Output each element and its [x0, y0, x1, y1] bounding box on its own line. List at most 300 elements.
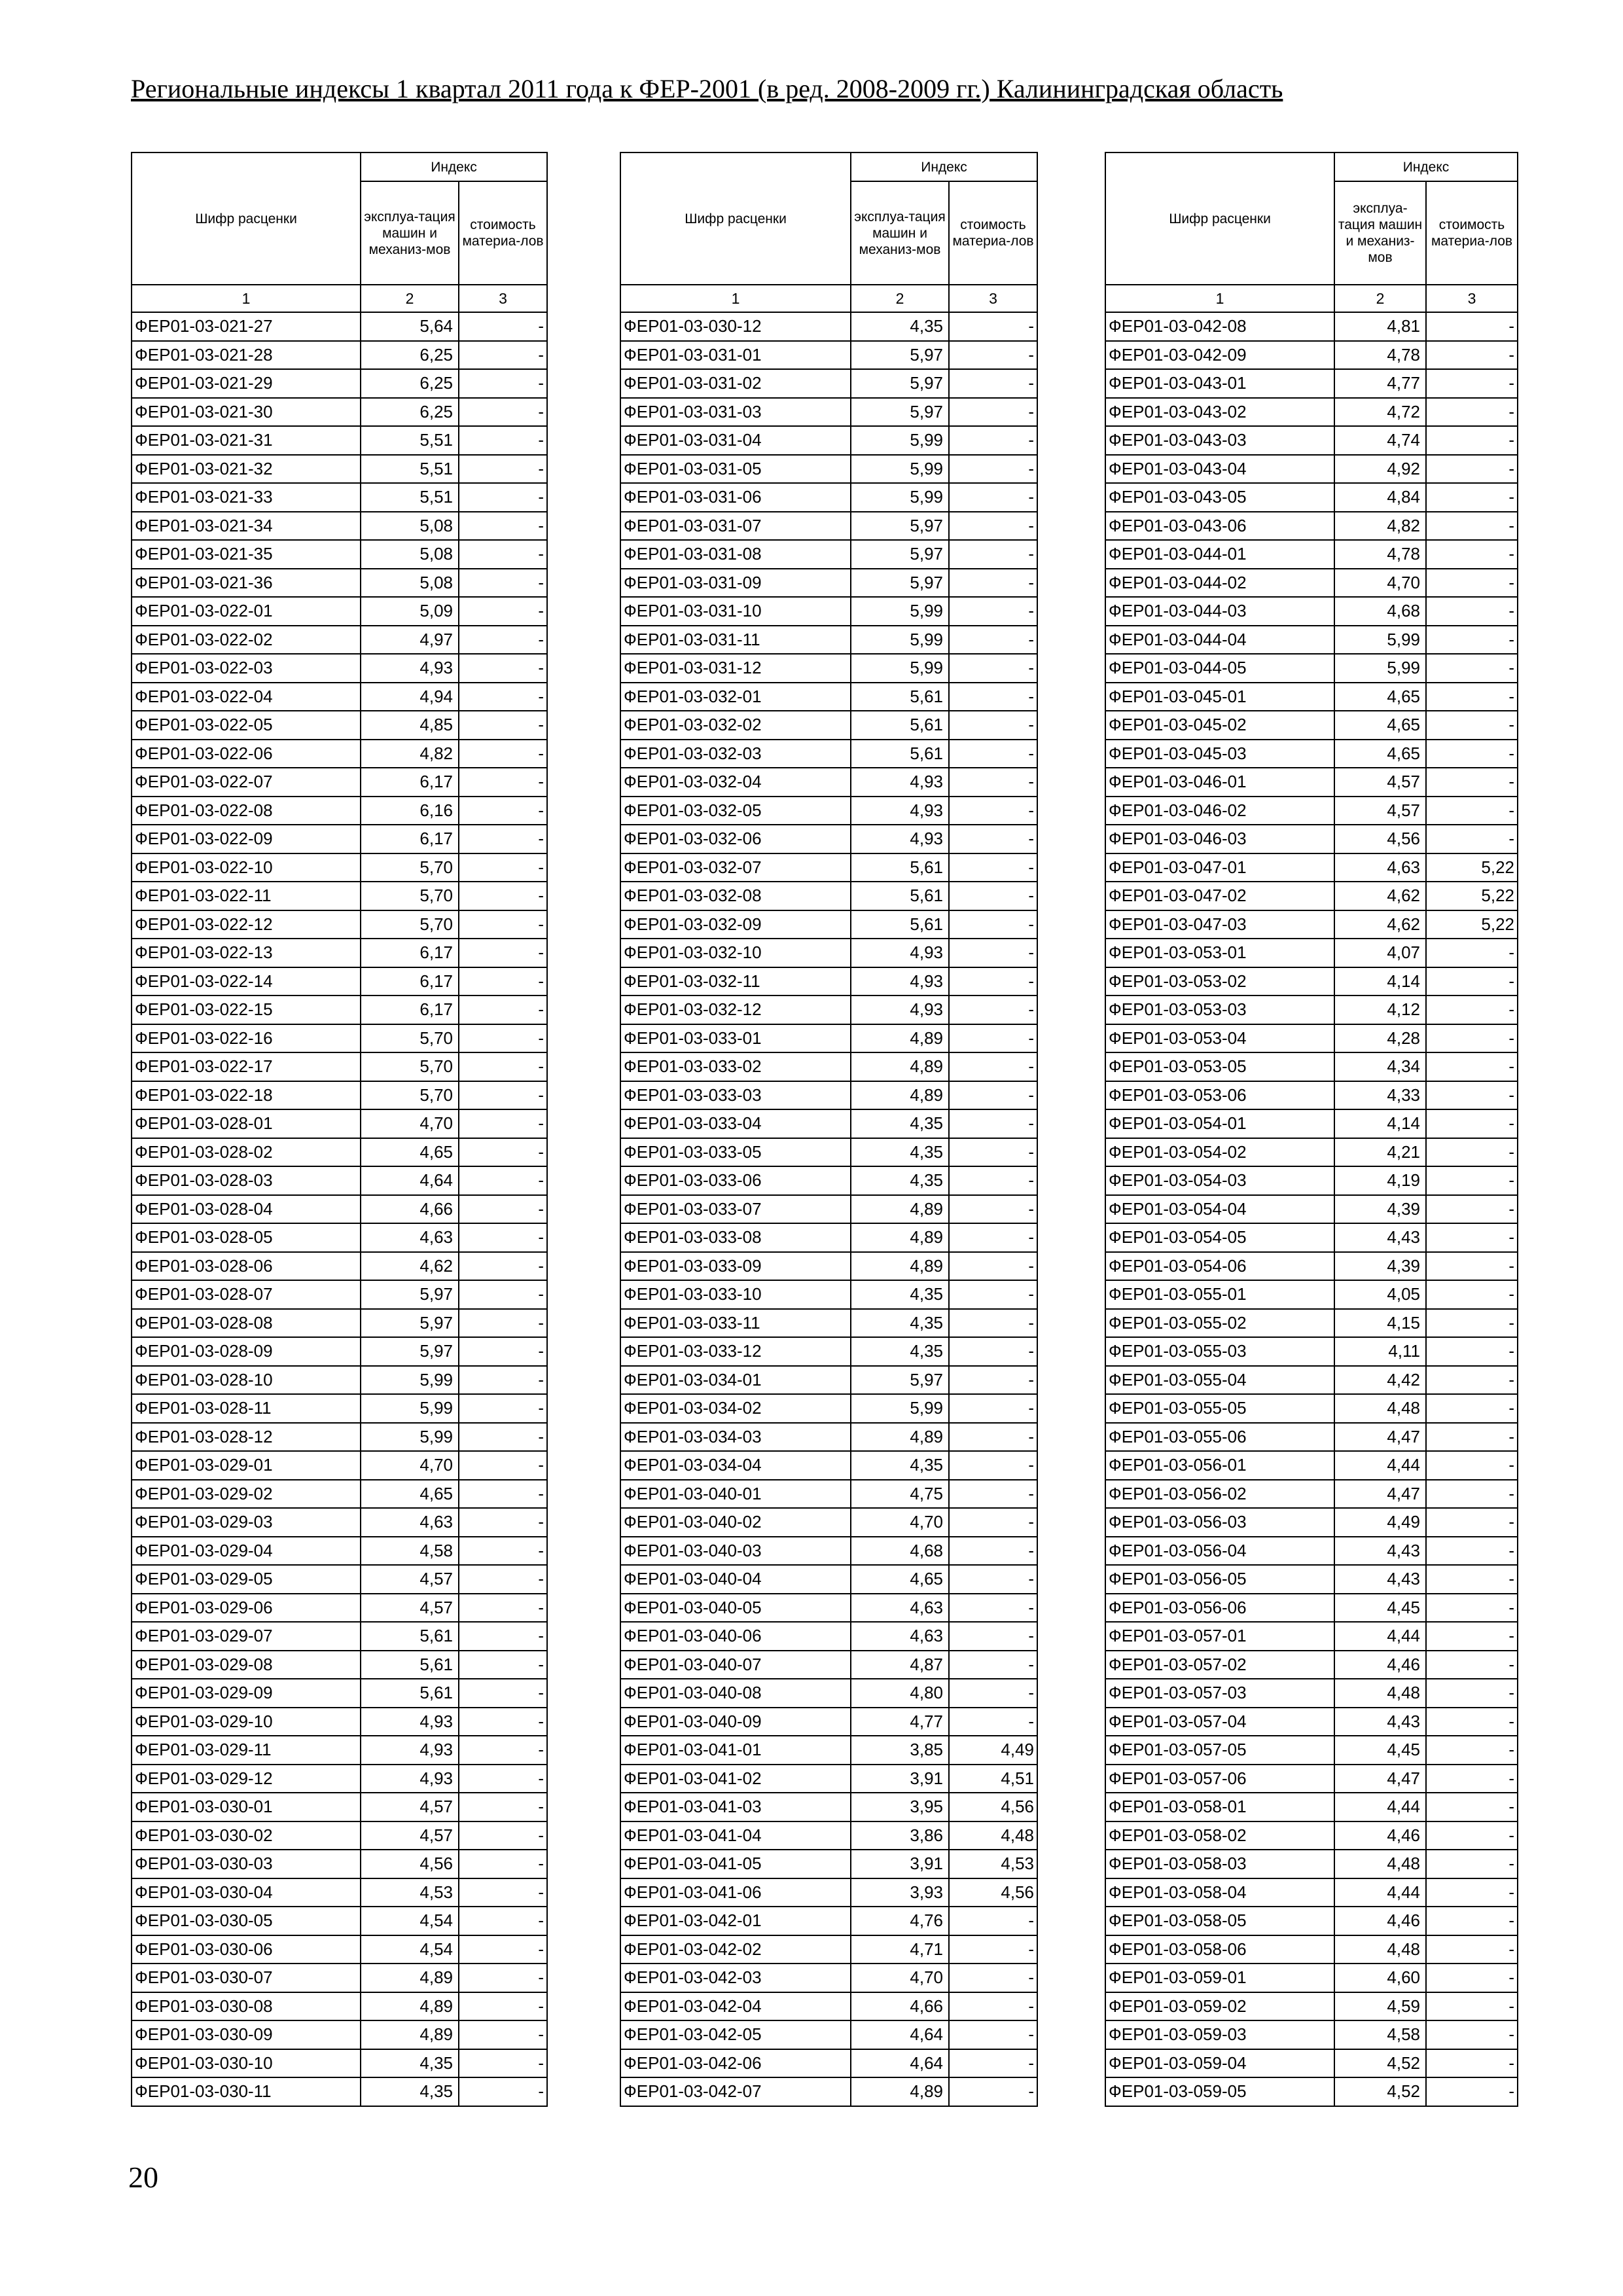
- materials-index: -: [459, 853, 547, 882]
- exploitation-index: 5,61: [851, 853, 949, 882]
- table-row: [132, 369, 547, 398]
- rate-code: ФЕР01-03-044-01: [1105, 540, 1334, 569]
- materials-index: -: [1426, 1651, 1518, 1679]
- rate-code: ФЕР01-03-058-03: [1105, 1850, 1334, 1878]
- table-row: [132, 1423, 547, 1452]
- materials-index: -: [949, 740, 1037, 768]
- rate-code: ФЕР01-03-033-05: [620, 1138, 851, 1167]
- materials-index: -: [459, 996, 547, 1024]
- exploitation-index: 5,09: [361, 597, 459, 626]
- rate-code: ФЕР01-03-033-11: [620, 1309, 851, 1338]
- rate-code: ФЕР01-03-033-10: [620, 1280, 851, 1309]
- rate-code: ФЕР01-03-040-01: [620, 1480, 851, 1509]
- exploitation-index: 4,65: [361, 1138, 459, 1167]
- materials-index: -: [1426, 1138, 1518, 1167]
- exploitation-index: 4,66: [851, 1992, 949, 2021]
- materials-index: -: [949, 312, 1037, 341]
- rate-code: ФЕР01-03-047-03: [1105, 910, 1334, 939]
- materials-index: 5,22: [1426, 853, 1518, 882]
- exploitation-index: 4,07: [1334, 939, 1426, 967]
- materials-index: -: [459, 597, 547, 626]
- rate-code: ФЕР01-03-022-06: [132, 740, 361, 768]
- exploitation-index: 4,89: [851, 1024, 949, 1053]
- exploitation-index: 4,66: [361, 1195, 459, 1224]
- rate-code: ФЕР01-03-058-06: [1105, 1935, 1334, 1964]
- table-row: [132, 1337, 547, 1366]
- rate-code: ФЕР01-03-055-02: [1105, 1309, 1334, 1338]
- materials-index: -: [1426, 2020, 1518, 2049]
- exploitation-index: 4,35: [361, 2049, 459, 2078]
- table-row: [620, 996, 1037, 1024]
- rate-code: ФЕР01-03-040-07: [620, 1651, 851, 1679]
- rate-code: ФЕР01-03-022-03: [132, 654, 361, 683]
- rate-code: ФЕР01-03-033-06: [620, 1166, 851, 1195]
- table-row: [132, 483, 547, 512]
- table-row: [132, 2077, 547, 2106]
- materials-index: -: [459, 740, 547, 768]
- materials-index: -: [949, 1594, 1037, 1623]
- rate-code: ФЕР01-03-057-01: [1105, 1622, 1334, 1651]
- table-row: [132, 426, 547, 455]
- materials-index: -: [459, 341, 547, 370]
- rate-code: ФЕР01-03-042-03: [620, 1964, 851, 1992]
- rate-code: ФЕР01-03-033-02: [620, 1052, 851, 1081]
- materials-index: -: [1426, 1309, 1518, 1338]
- rate-code: ФЕР01-03-043-05: [1105, 483, 1334, 512]
- table-row: [1105, 967, 1518, 996]
- exploitation-index: 4,21: [1334, 1138, 1426, 1167]
- exploitation-index: 4,19: [1334, 1166, 1426, 1195]
- rate-code: ФЕР01-03-040-06: [620, 1622, 851, 1651]
- table-row: [620, 1594, 1037, 1623]
- exploitation-index: 4,68: [1334, 597, 1426, 626]
- rate-code: ФЕР01-03-029-01: [132, 1451, 361, 1480]
- materials-index: -: [1426, 1964, 1518, 1992]
- materials-index: -: [1426, 1223, 1518, 1252]
- materials-index: -: [459, 967, 547, 996]
- materials-index: -: [949, 1907, 1037, 1935]
- materials-index: -: [949, 1679, 1037, 1708]
- table-row: [1105, 1878, 1518, 1907]
- table-row: [1105, 1366, 1518, 1395]
- exploitation-index: 4,35: [851, 1337, 949, 1366]
- materials-index: -: [1426, 1594, 1518, 1623]
- table-row: [1105, 1907, 1518, 1935]
- materials-index: -: [1426, 1052, 1518, 1081]
- exploitation-index: 5,99: [851, 455, 949, 484]
- exploitation-index: 4,45: [1334, 1736, 1426, 1765]
- table-row: [620, 1423, 1037, 1452]
- table-row: [620, 711, 1037, 740]
- rate-code: ФЕР01-03-022-13: [132, 939, 361, 967]
- rate-code: ФЕР01-03-056-02: [1105, 1480, 1334, 1509]
- header-exploitation: эксплуа-тация машин и механиз-мов: [1334, 181, 1426, 285]
- exploitation-index: 5,99: [361, 1423, 459, 1452]
- rate-code: ФЕР01-03-030-10: [132, 2049, 361, 2078]
- materials-index: 4,49: [949, 1736, 1037, 1765]
- exploitation-index: 4,93: [851, 967, 949, 996]
- exploitation-index: 5,61: [851, 711, 949, 740]
- materials-index: -: [1426, 2049, 1518, 2078]
- exploitation-index: 4,35: [851, 1138, 949, 1167]
- table-row: [1105, 2049, 1518, 2078]
- rate-code: ФЕР01-03-056-06: [1105, 1594, 1334, 1623]
- materials-index: -: [459, 426, 547, 455]
- rate-code: ФЕР01-03-045-02: [1105, 711, 1334, 740]
- materials-index: -: [459, 1508, 547, 1537]
- rate-code: ФЕР01-03-029-06: [132, 1594, 361, 1623]
- rate-code: ФЕР01-03-022-17: [132, 1052, 361, 1081]
- table-row: [620, 455, 1037, 484]
- table-row: [132, 910, 547, 939]
- exploitation-index: 4,76: [851, 1907, 949, 1935]
- rate-code: ФЕР01-03-044-04: [1105, 626, 1334, 655]
- exploitation-index: 4,44: [1334, 1878, 1426, 1907]
- table-row: [620, 1651, 1037, 1679]
- exploitation-index: 5,61: [361, 1622, 459, 1651]
- materials-index: -: [949, 426, 1037, 455]
- table-row: [1105, 882, 1518, 910]
- exploitation-index: 4,46: [1334, 1651, 1426, 1679]
- materials-index: -: [459, 1195, 547, 1224]
- exploitation-index: 4,65: [1334, 683, 1426, 711]
- table-row: [132, 1223, 547, 1252]
- rate-code: ФЕР01-03-044-03: [1105, 597, 1334, 626]
- materials-index: -: [459, 1850, 547, 1878]
- rate-code: ФЕР01-03-043-02: [1105, 398, 1334, 427]
- materials-index: -: [949, 2020, 1037, 2049]
- table-row: [620, 1081, 1037, 1110]
- header-exploitation: эксплуа-тация машин и механиз-мов: [361, 181, 459, 285]
- exploitation-index: 6,17: [361, 967, 459, 996]
- table-row: [620, 1394, 1037, 1423]
- exploitation-index: 4,89: [851, 2077, 949, 2106]
- exploitation-index: 4,44: [1334, 1793, 1426, 1821]
- exploitation-index: 5,61: [851, 910, 949, 939]
- materials-index: -: [459, 1907, 547, 1935]
- exploitation-index: 4,92: [1334, 455, 1426, 484]
- exploitation-index: 5,99: [851, 483, 949, 512]
- table-row: [132, 1878, 547, 1907]
- rate-code: ФЕР01-03-032-05: [620, 797, 851, 825]
- table-row: [132, 341, 547, 370]
- table-row: [1105, 1309, 1518, 1338]
- exploitation-index: 5,51: [361, 455, 459, 484]
- rate-code: ФЕР01-03-029-12: [132, 1765, 361, 1793]
- table-row: [1105, 1935, 1518, 1964]
- rate-code: ФЕР01-03-021-35: [132, 540, 361, 569]
- rate-code: ФЕР01-03-031-10: [620, 597, 851, 626]
- exploitation-index: 4,93: [851, 939, 949, 967]
- exploitation-index: 5,97: [851, 512, 949, 541]
- rate-code: ФЕР01-03-055-06: [1105, 1423, 1334, 1452]
- rate-code: ФЕР01-03-021-30: [132, 398, 361, 427]
- materials-index: -: [459, 1280, 547, 1309]
- rate-code: ФЕР01-03-059-03: [1105, 2020, 1334, 2049]
- table-row: [132, 825, 547, 853]
- table-row: [620, 1878, 1037, 1907]
- exploitation-index: 4,65: [1334, 711, 1426, 740]
- materials-index: -: [459, 569, 547, 598]
- rate-code: ФЕР01-03-046-03: [1105, 825, 1334, 853]
- rate-code: ФЕР01-03-053-06: [1105, 1081, 1334, 1110]
- materials-index: -: [459, 1081, 547, 1110]
- materials-index: -: [949, 2077, 1037, 2106]
- rate-code: ФЕР01-03-042-01: [620, 1907, 851, 1935]
- materials-index: -: [459, 1878, 547, 1907]
- exploitation-index: 5,97: [851, 540, 949, 569]
- materials-index: -: [1426, 1878, 1518, 1907]
- materials-index: -: [949, 512, 1037, 541]
- rate-code: ФЕР01-03-032-12: [620, 996, 851, 1024]
- table-row: [1105, 939, 1518, 967]
- table-row: [1105, 626, 1518, 655]
- table-row: [620, 1736, 1037, 1765]
- table-row: [1105, 1451, 1518, 1480]
- materials-index: -: [459, 1537, 547, 1566]
- rate-code: ФЕР01-03-041-01: [620, 1736, 851, 1765]
- exploitation-index: 5,70: [361, 882, 459, 910]
- materials-index: -: [459, 1024, 547, 1053]
- rate-code: ФЕР01-03-034-03: [620, 1423, 851, 1452]
- table-row: [620, 1138, 1037, 1167]
- materials-index: -: [1426, 369, 1518, 398]
- materials-index: -: [459, 768, 547, 797]
- exploitation-index: 4,57: [361, 1594, 459, 1623]
- materials-index: -: [459, 1821, 547, 1850]
- exploitation-index: 4,78: [1334, 341, 1426, 370]
- exploitation-index: 4,93: [361, 1708, 459, 1736]
- exploitation-index: 4,68: [851, 1537, 949, 1566]
- materials-index: -: [459, 1138, 547, 1167]
- rate-code: ФЕР01-03-032-03: [620, 740, 851, 768]
- table-row: [132, 1166, 547, 1195]
- rate-code: ФЕР01-03-033-07: [620, 1195, 851, 1224]
- materials-index: -: [1426, 540, 1518, 569]
- exploitation-index: 4,57: [1334, 797, 1426, 825]
- table-row: [1105, 683, 1518, 711]
- rate-code: ФЕР01-03-021-34: [132, 512, 361, 541]
- materials-index: -: [459, 1480, 547, 1509]
- exploitation-index: 5,61: [851, 882, 949, 910]
- materials-index: -: [459, 1309, 547, 1338]
- table-row: [620, 1223, 1037, 1252]
- rate-code: ФЕР01-03-030-08: [132, 1992, 361, 2021]
- materials-index: -: [459, 1651, 547, 1679]
- exploitation-index: 4,57: [361, 1793, 459, 1821]
- table-row: [620, 882, 1037, 910]
- rate-code: ФЕР01-03-030-03: [132, 1850, 361, 1878]
- exploitation-index: 4,62: [361, 1252, 459, 1281]
- rate-code: ФЕР01-03-042-04: [620, 1992, 851, 2021]
- rate-code: ФЕР01-03-042-05: [620, 2020, 851, 2049]
- rate-code: ФЕР01-03-031-11: [620, 626, 851, 655]
- rate-code: ФЕР01-03-044-05: [1105, 654, 1334, 683]
- exploitation-index: 4,35: [361, 2077, 459, 2106]
- header-num-3: 3: [949, 285, 1037, 312]
- materials-index: -: [949, 996, 1037, 1024]
- rate-code: ФЕР01-03-041-05: [620, 1850, 851, 1878]
- rate-code: ФЕР01-03-031-02: [620, 369, 851, 398]
- table-row: [132, 597, 547, 626]
- materials-index: -: [1426, 1622, 1518, 1651]
- exploitation-index: 4,82: [1334, 512, 1426, 541]
- exploitation-index: 4,54: [361, 1935, 459, 1964]
- table-row: [620, 1480, 1037, 1509]
- exploitation-index: 4,52: [1334, 2077, 1426, 2106]
- materials-index: -: [1426, 341, 1518, 370]
- materials-index: -: [459, 939, 547, 967]
- materials-index: -: [1426, 1195, 1518, 1224]
- materials-index: -: [949, 1109, 1037, 1138]
- materials-index: -: [459, 1423, 547, 1452]
- materials-index: -: [459, 312, 547, 341]
- rate-code: ФЕР01-03-045-01: [1105, 683, 1334, 711]
- rate-code: ФЕР01-03-056-01: [1105, 1451, 1334, 1480]
- table-row: [1105, 1736, 1518, 1765]
- table-body: [1105, 312, 1518, 2106]
- materials-index: -: [949, 369, 1037, 398]
- rate-code: ФЕР01-03-028-10: [132, 1366, 361, 1395]
- table-row: [132, 1765, 547, 1793]
- exploitation-index: 4,77: [1334, 369, 1426, 398]
- materials-index: -: [1426, 569, 1518, 598]
- table-row: [132, 1309, 547, 1338]
- materials-index: -: [459, 398, 547, 427]
- rate-code: ФЕР01-03-022-10: [132, 853, 361, 882]
- table-row: [132, 1537, 547, 1566]
- exploitation-index: 4,93: [361, 1765, 459, 1793]
- table-row: [132, 540, 547, 569]
- exploitation-index: 5,97: [851, 569, 949, 598]
- materials-index: 4,56: [949, 1878, 1037, 1907]
- exploitation-index: 4,64: [851, 2020, 949, 2049]
- rate-code: ФЕР01-03-053-01: [1105, 939, 1334, 967]
- rate-code: ФЕР01-03-021-28: [132, 341, 361, 370]
- exploitation-index: 4,14: [1334, 967, 1426, 996]
- materials-index: -: [1426, 1252, 1518, 1281]
- rate-code: ФЕР01-03-032-08: [620, 882, 851, 910]
- table-row: [620, 1679, 1037, 1708]
- exploitation-index: 5,61: [361, 1651, 459, 1679]
- materials-index: -: [949, 1309, 1037, 1338]
- materials-index: -: [1426, 2077, 1518, 2106]
- materials-index: -: [949, 1480, 1037, 1509]
- rate-code: ФЕР01-03-031-01: [620, 341, 851, 370]
- materials-index: -: [1426, 939, 1518, 967]
- table-row: [620, 825, 1037, 853]
- table-row: [132, 1793, 547, 1821]
- table-row: [620, 1166, 1037, 1195]
- exploitation-index: 5,99: [851, 654, 949, 683]
- exploitation-index: 5,97: [851, 398, 949, 427]
- exploitation-index: 4,05: [1334, 1280, 1426, 1309]
- materials-index: -: [949, 910, 1037, 939]
- exploitation-index: 5,99: [851, 1394, 949, 1423]
- materials-index: -: [949, 1052, 1037, 1081]
- rate-code: ФЕР01-03-029-07: [132, 1622, 361, 1651]
- table-row: [620, 768, 1037, 797]
- exploitation-index: 4,78: [1334, 540, 1426, 569]
- table-row: [1105, 711, 1518, 740]
- rate-code: ФЕР01-03-044-02: [1105, 569, 1334, 598]
- exploitation-index: 5,97: [851, 369, 949, 398]
- table-row: [132, 654, 547, 683]
- rate-code: ФЕР01-03-034-04: [620, 1451, 851, 1480]
- exploitation-index: 4,70: [851, 1964, 949, 1992]
- table-row: [620, 740, 1037, 768]
- table-row: [132, 1964, 547, 1992]
- exploitation-index: 5,70: [361, 1081, 459, 1110]
- rate-code: ФЕР01-03-053-03: [1105, 996, 1334, 1024]
- exploitation-index: 4,28: [1334, 1024, 1426, 1053]
- materials-index: -: [459, 1394, 547, 1423]
- exploitation-index: 4,89: [361, 2020, 459, 2049]
- table-row: [132, 1679, 547, 1708]
- exploitation-index: 5,70: [361, 910, 459, 939]
- rate-code: ФЕР01-03-034-01: [620, 1366, 851, 1395]
- exploitation-index: 4,80: [851, 1679, 949, 1708]
- rate-code: ФЕР01-03-031-08: [620, 540, 851, 569]
- table-row: [1105, 768, 1518, 797]
- materials-index: -: [1426, 768, 1518, 797]
- materials-index: 5,22: [1426, 882, 1518, 910]
- table-row: [620, 341, 1037, 370]
- materials-index: -: [459, 369, 547, 398]
- rate-code: ФЕР01-03-057-05: [1105, 1736, 1334, 1765]
- header-materials: стоимость материа-лов: [1426, 181, 1518, 285]
- table-row: [1105, 1052, 1518, 1081]
- materials-index: -: [949, 398, 1037, 427]
- table-row: [1105, 2077, 1518, 2106]
- materials-index: -: [949, 1964, 1037, 1992]
- rate-code: ФЕР01-03-032-10: [620, 939, 851, 967]
- table-row: [620, 1537, 1037, 1566]
- table-row: [1105, 1708, 1518, 1736]
- rate-code: ФЕР01-03-029-09: [132, 1679, 361, 1708]
- materials-index: -: [1426, 967, 1518, 996]
- rate-code: ФЕР01-03-029-08: [132, 1651, 361, 1679]
- rate-code: ФЕР01-03-059-05: [1105, 2077, 1334, 2106]
- exploitation-index: 4,89: [851, 1423, 949, 1452]
- materials-index: -: [949, 341, 1037, 370]
- exploitation-index: 4,47: [1334, 1480, 1426, 1509]
- exploitation-index: 4,46: [1334, 1907, 1426, 1935]
- exploitation-index: 5,97: [361, 1309, 459, 1338]
- exploitation-index: 3,85: [851, 1736, 949, 1765]
- rate-code: ФЕР01-03-056-04: [1105, 1537, 1334, 1566]
- table-row: [1105, 1138, 1518, 1167]
- materials-index: -: [1426, 1992, 1518, 2021]
- exploitation-index: 4,42: [1334, 1366, 1426, 1395]
- rate-code: ФЕР01-03-042-02: [620, 1935, 851, 1964]
- table-row: [132, 1052, 547, 1081]
- table-row: [132, 312, 547, 341]
- exploitation-index: 4,70: [851, 1508, 949, 1537]
- exploitation-index: 4,57: [361, 1565, 459, 1594]
- exploitation-index: 4,64: [851, 2049, 949, 2078]
- table-row: [132, 1508, 547, 1537]
- rate-code: ФЕР01-03-059-01: [1105, 1964, 1334, 1992]
- table-row: [620, 626, 1037, 655]
- exploitation-index: 5,70: [361, 1052, 459, 1081]
- rate-code: ФЕР01-03-029-11: [132, 1736, 361, 1765]
- rate-code: ФЕР01-03-043-03: [1105, 426, 1334, 455]
- materials-index: -: [949, 540, 1037, 569]
- exploitation-index: 4,93: [851, 996, 949, 1024]
- table-row: [1105, 1992, 1518, 2021]
- rate-code: ФЕР01-03-031-09: [620, 569, 851, 598]
